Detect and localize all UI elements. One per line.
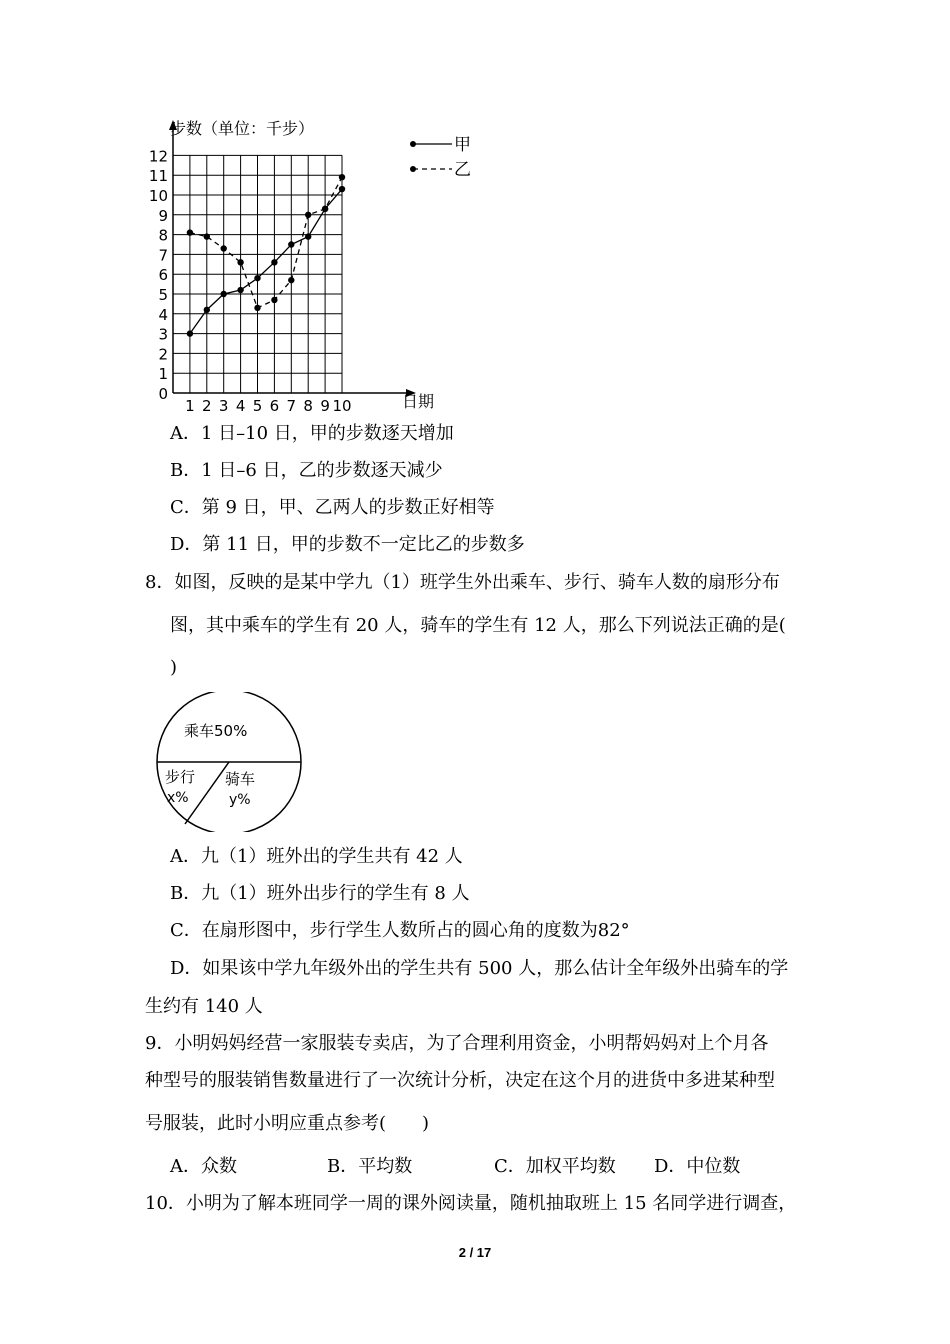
y-tick-label: 9 [158,206,168,225]
data-point-yi [305,212,311,218]
series-line-jia [190,189,342,334]
y-tick-labels [149,147,168,403]
data-point-jia [237,287,243,293]
pie-label-walk-pct: x% [167,790,189,806]
q8-stem-line3: ) [170,657,178,678]
data-point-jia [288,241,294,247]
data-point-yi [221,245,227,251]
q9-option-b: B．平均数 [327,1156,413,1177]
data-point-jia [339,186,345,192]
x-tick-label: 7 [286,397,297,412]
q9-option-d: D．中位数 [654,1156,741,1177]
data-point-yi [339,174,345,180]
y-tick-label: 0 [158,385,168,403]
data-point-yi [254,305,260,311]
y-tick-label: 6 [158,266,168,285]
q7-option-b: B．1 日–6 日，乙的步数逐天减少 [170,460,443,481]
data-point-yi [187,229,193,235]
step-line-chart [140,112,640,412]
y-tick-label: 2 [158,345,168,364]
y-tick-label: 4 [158,305,168,324]
x-tick-labels [185,397,351,412]
q8-stem-line2: 图，其中乘车的学生有 20 人，骑车的学生有 12 人，那么下列说法正确的是( [170,615,786,636]
y-axis-label: 步数（单位：千步） [170,119,315,138]
x-tick-label: 9 [320,397,330,412]
data-point-yi [322,206,328,212]
data-point-jia [305,233,311,239]
x-tick-label: 1 [185,397,195,412]
data-point-yi [271,297,277,303]
q9-stem-line1: 9．小明妈妈经营一家服装专卖店，为了合理利用资金，小明帮妈妈对上个月各 [145,1033,769,1054]
y-tick-label: 1 [158,365,168,384]
series-line-yi [190,177,342,308]
y-tick-label: 10 [148,187,168,205]
q7-option-c: C．第 9 日，甲、乙两人的步数正好相等 [170,497,495,518]
x-tick-label: 6 [269,397,280,412]
legend-jia: 甲 [454,135,471,155]
y-tick-label: 5 [158,286,168,304]
x-tick-label: 8 [303,397,313,412]
q8-option-d-line1: D．如果该中学九年级外出的学生共有 500 人，那么估计全年级外出骑车的学 [170,958,789,979]
q7-option-d: D．第 11 日，甲的步数不一定比乙的步数多 [170,534,525,555]
pie-label-bus: 乘车50% [184,722,248,740]
chart-legend [410,135,471,180]
page-number: 2 / 17 [458,1245,492,1260]
data-point-yi [288,277,294,283]
pie-label-bike-pct: y% [229,792,251,808]
x-tick-label: 4 [235,397,246,412]
y-tick-label: 12 [148,147,168,166]
q10-stem-line1: 10．小明为了解本班同学一周的课外阅读量，随机抽取班上 15 名同学进行调查， [145,1193,797,1214]
data-point-jia [254,275,260,281]
x-axis-label: 日期 [402,392,435,411]
x-tick-label: 10 [332,397,352,412]
data-point-yi [237,259,243,265]
pie-label-walk: 步行 [165,768,196,786]
q8-option-c: C．在扇形图中，步行学生人数所占的圆心角的度数为82° [170,920,630,941]
q9-option-c: C．加权平均数 [494,1156,616,1177]
q9-option-a: A．众数 [170,1156,237,1177]
y-tick-label: 7 [158,246,168,265]
q9-stem-line2: 种型号的服装销售数量进行了一次统计分析，决定在这个月的进货中多进某种型 [145,1070,775,1091]
x-tick-label: 3 [218,397,229,412]
y-tick-label: 3 [158,325,168,344]
q8-stem-line1: 8．如图，反映的是某中学九（1）班学生外出乘车、步行、骑车人数的扇形分布 [145,572,780,593]
data-point-yi [204,233,210,239]
y-tick-label: 11 [148,167,168,186]
x-tick-label: 5 [252,397,263,412]
q8-option-d-line2: 生约有 140 人 [145,996,263,1017]
data-point-jia [271,259,277,265]
chart-grid [173,155,342,393]
data-point-jia [221,291,227,297]
chart-series [187,174,346,337]
y-tick-label: 8 [158,226,168,245]
q8-option-a: A．九（1）班外出的学生共有 42 人 [170,846,463,867]
pie-label-bike: 骑车 [225,770,256,788]
data-point-jia [187,330,193,336]
data-point-jia [204,307,210,313]
legend-yi: 乙 [454,160,471,180]
q9-stem-line3: 号服装，此时小明应重点参考( ) [145,1113,430,1134]
q7-option-a: A．1 日–10 日，甲的步数逐天增加 [170,423,454,444]
x-tick-label: 2 [202,397,212,412]
q8-option-b: B．九（1）班外出步行的学生有 8 人 [170,883,470,904]
pie-chart [140,692,320,832]
chart-axes [169,120,416,397]
